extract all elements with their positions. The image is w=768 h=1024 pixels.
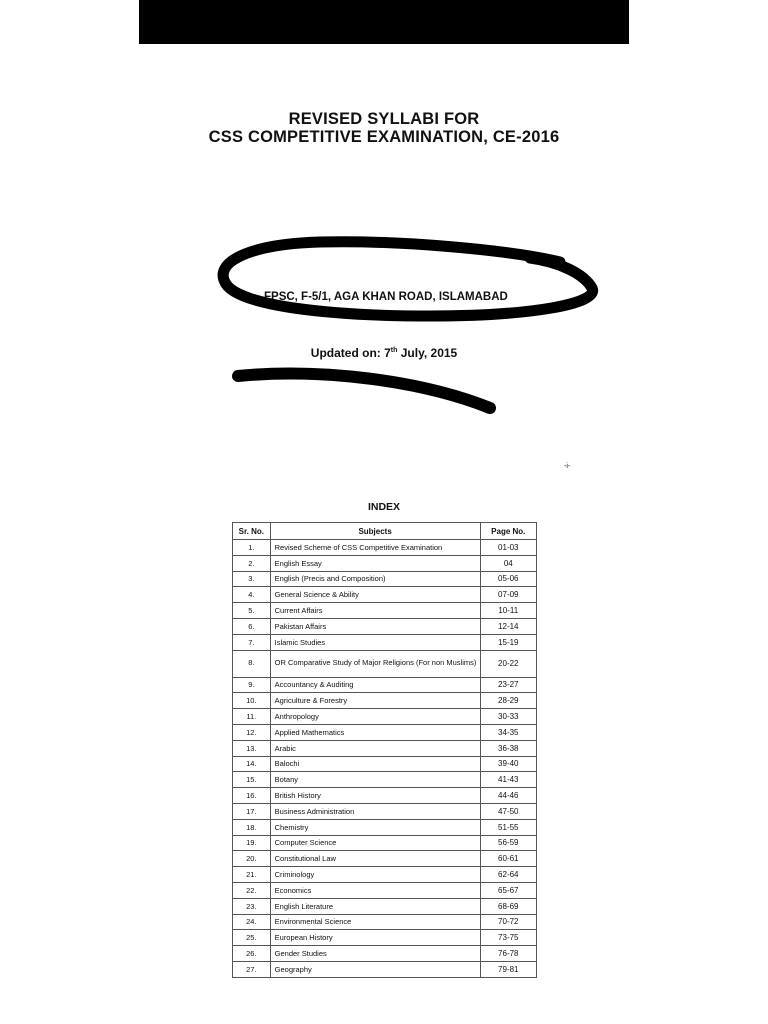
page-cell: 56-59 — [480, 835, 536, 851]
subject-cell: British History — [270, 788, 480, 804]
subject-cell: Revised Scheme of CSS Competitive Examination — [270, 540, 480, 556]
subject-cell: Botany — [270, 772, 480, 788]
sr-cell: 2. — [233, 555, 271, 571]
sr-cell: 4. — [233, 587, 271, 603]
updated-date — [0, 346, 768, 360]
table-row — [233, 914, 537, 930]
page-cell: 05-06 — [480, 571, 536, 587]
subject-cell: General Science & Ability — [270, 587, 480, 603]
table-row — [233, 677, 537, 693]
subject-cell: Arabic — [270, 740, 480, 756]
table-row — [233, 540, 537, 556]
subject-cell: Pakistan Affairs — [270, 618, 480, 634]
sr-cell: 16. — [233, 788, 271, 804]
updated-sup: th — [390, 347, 398, 354]
page-cell: 15-19 — [480, 634, 536, 650]
page-cell: 04 — [480, 555, 536, 571]
table-row — [233, 788, 537, 804]
subject-cell: Agriculture & Forestry — [270, 693, 480, 709]
sr-cell: 21. — [233, 867, 271, 883]
sr-cell: 18. — [233, 819, 271, 835]
underline-scribble — [238, 374, 490, 408]
sr-cell: 12. — [233, 724, 271, 740]
subject-cell: Applied Mathematics — [270, 724, 480, 740]
document-title-line2: CSS COMPETITIVE EXAMINATION, CE-2016 — [208, 128, 560, 146]
subject-cell: Environmental Science — [270, 914, 480, 930]
subject-cell: Current Affairs — [270, 603, 480, 619]
oval-scribble — [223, 242, 592, 316]
updated-suffix: July, 2015 — [397, 346, 458, 360]
subject-cell: Criminology — [270, 867, 480, 883]
table-row — [233, 555, 537, 571]
table-row — [233, 772, 537, 788]
page-cell: 79-81 — [480, 961, 536, 977]
page-mark: -i- — [564, 463, 571, 470]
table-row — [233, 819, 537, 835]
subject-cell: Chemistry — [270, 819, 480, 835]
page-cell: 10-11 — [480, 603, 536, 619]
sr-cell: 26. — [233, 946, 271, 962]
subject-cell: Balochi — [270, 756, 480, 772]
index-table — [232, 522, 537, 978]
updated-prefix: Updated on: 7 — [310, 346, 391, 360]
table-row — [233, 898, 537, 914]
table-row — [233, 882, 537, 898]
page-cell: 60-61 — [480, 851, 536, 867]
table-row — [233, 650, 537, 677]
subject-cell: Economics — [270, 882, 480, 898]
subject-cell: Computer Science — [270, 835, 480, 851]
table-row — [233, 603, 537, 619]
table-row — [233, 740, 537, 756]
sr-cell: 23. — [233, 898, 271, 914]
redaction-bar — [139, 0, 629, 44]
page-cell: 28-29 — [480, 693, 536, 709]
page-cell: 12-14 — [480, 618, 536, 634]
table-row — [233, 618, 537, 634]
subject-cell: Business Administration — [270, 803, 480, 819]
sr-cell: 15. — [233, 772, 271, 788]
page-cell: 23-27 — [480, 677, 536, 693]
col-header-subjects: Subjects — [270, 523, 480, 540]
table-row — [233, 930, 537, 946]
address-line: FPSC, F-5/1, AGA KHAN ROAD, ISLAMABAD — [264, 291, 508, 303]
subject-cell: Gender Studies — [270, 946, 480, 962]
sr-cell: 13. — [233, 740, 271, 756]
subject-cell: Anthropology — [270, 709, 480, 725]
page-cell: 30-33 — [480, 709, 536, 725]
page-cell: 44-46 — [480, 788, 536, 804]
page-cell: 34-35 — [480, 724, 536, 740]
subject-cell: English Essay — [270, 555, 480, 571]
page-cell: 62-64 — [480, 867, 536, 883]
page-cell: 47-50 — [480, 803, 536, 819]
sr-cell: 25. — [233, 930, 271, 946]
subject-cell: OR Comparative Study of Major Religions (For non Muslims) — [270, 650, 480, 677]
sr-cell: 20. — [233, 851, 271, 867]
page-cell: 36-38 — [480, 740, 536, 756]
sr-cell: 8. — [233, 650, 271, 677]
subject-cell: Constitutional Law — [270, 851, 480, 867]
sr-cell: 10. — [233, 693, 271, 709]
sr-cell: 5. — [233, 603, 271, 619]
table-row — [233, 961, 537, 977]
sr-cell: 14. — [233, 756, 271, 772]
document-title-line1: REVISED SYLLABI FOR — [288, 110, 480, 128]
sr-cell: 27. — [233, 961, 271, 977]
table-row — [233, 946, 537, 962]
index-header-row — [233, 523, 537, 540]
table-row — [233, 867, 537, 883]
page-cell: 76-78 — [480, 946, 536, 962]
subject-cell: Islamic Studies — [270, 634, 480, 650]
page-cell: 20-22 — [480, 650, 536, 677]
sr-cell: 7. — [233, 634, 271, 650]
sr-cell: 3. — [233, 571, 271, 587]
subject-cell: European History — [270, 930, 480, 946]
page-cell: 65-67 — [480, 882, 536, 898]
subject-cell: Geography — [270, 961, 480, 977]
index-title: INDEX — [367, 501, 401, 513]
table-row — [233, 693, 537, 709]
table-row — [233, 835, 537, 851]
table-row — [233, 851, 537, 867]
page-cell: 73-75 — [480, 930, 536, 946]
table-row — [233, 756, 537, 772]
table-row — [233, 803, 537, 819]
col-header-sr: Sr. No. — [233, 523, 271, 540]
page-cell: 70-72 — [480, 914, 536, 930]
table-row — [233, 587, 537, 603]
subject-cell: Accountancy & Auditing — [270, 677, 480, 693]
sr-cell: 1. — [233, 540, 271, 556]
sr-cell: 19. — [233, 835, 271, 851]
page-cell: 41-43 — [480, 772, 536, 788]
subject-cell: English (Precis and Composition) — [270, 571, 480, 587]
sr-cell: 9. — [233, 677, 271, 693]
subject-cell: English Literature — [270, 898, 480, 914]
sr-cell: 6. — [233, 618, 271, 634]
sr-cell: 17. — [233, 803, 271, 819]
sr-cell: 24. — [233, 914, 271, 930]
sr-cell: 11. — [233, 709, 271, 725]
table-row — [233, 634, 537, 650]
page-cell: 07-09 — [480, 587, 536, 603]
table-row — [233, 571, 537, 587]
sr-cell: 22. — [233, 882, 271, 898]
page-cell: 51-55 — [480, 819, 536, 835]
page-cell: 39-40 — [480, 756, 536, 772]
table-row — [233, 724, 537, 740]
page-cell: 01-03 — [480, 540, 536, 556]
table-row — [233, 709, 537, 725]
col-header-page: Page No. — [480, 523, 536, 540]
page-cell: 68-69 — [480, 898, 536, 914]
